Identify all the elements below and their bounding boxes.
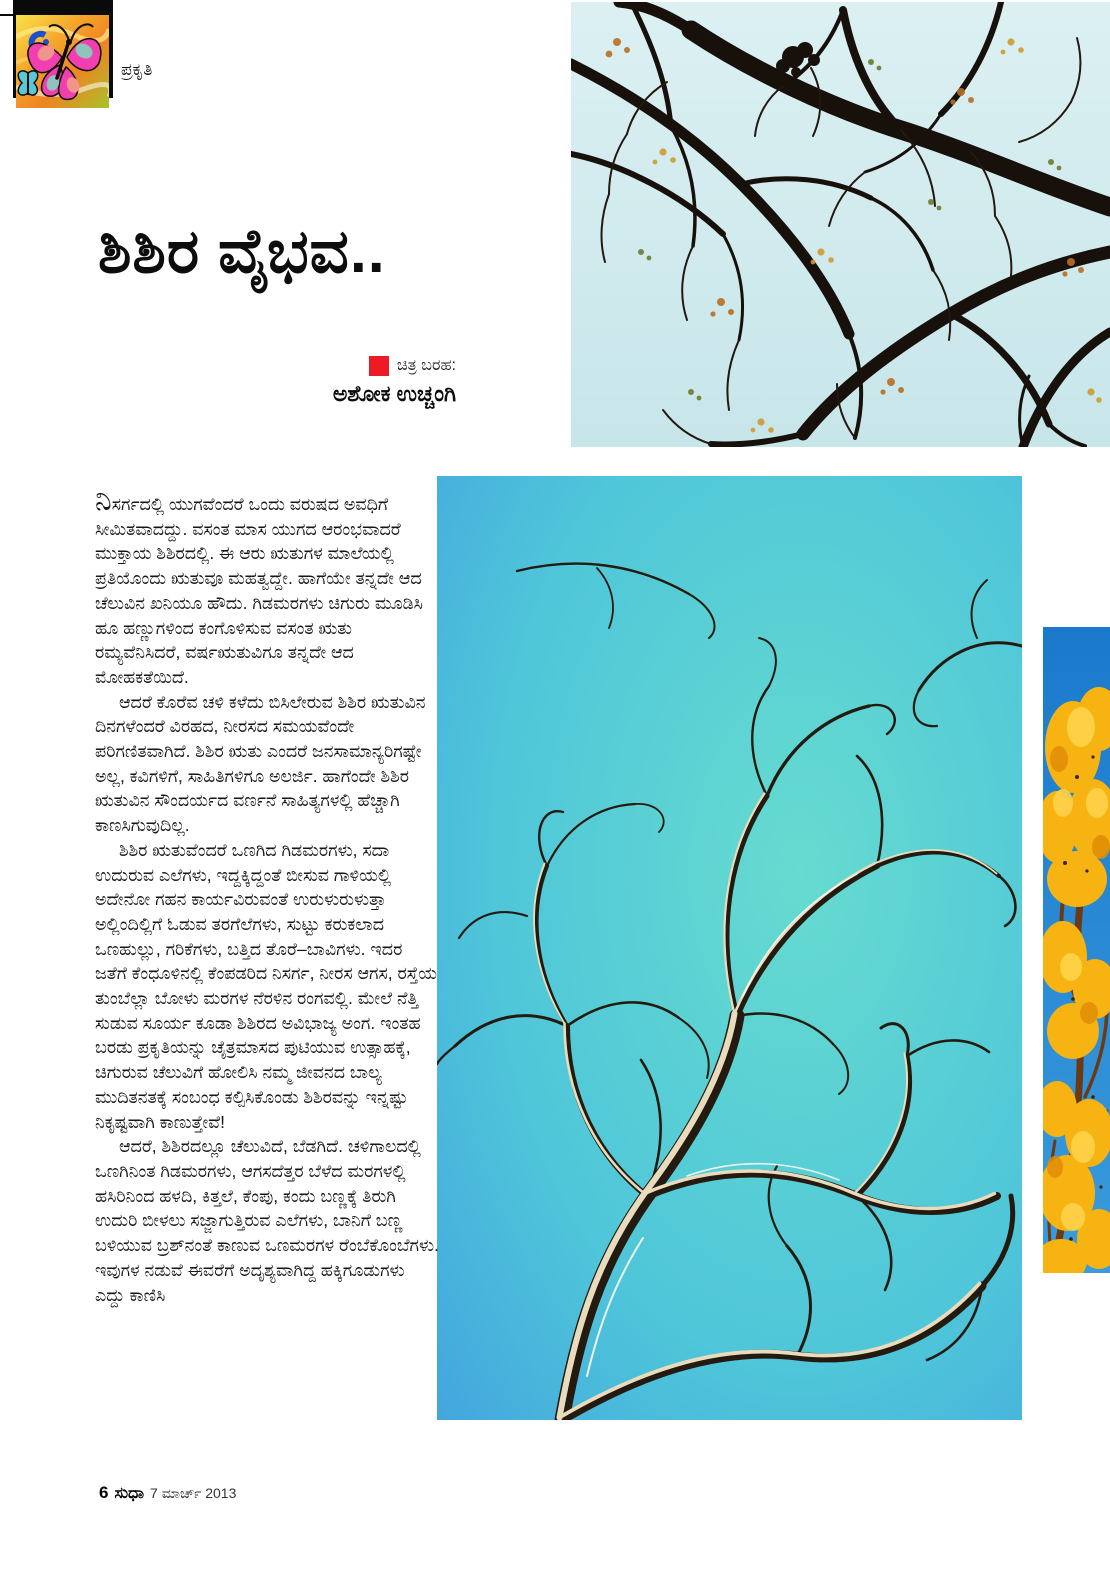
page-footer [99, 1483, 236, 1503]
top-photo-branches-illustration [571, 2, 1110, 447]
paragraph-4: ಆದರೆ, ಶಿಶಿರದಲ್ಲೂ ಚೆಲುವಿದೆ, ಬೆಡಗಿದೆ. ಚಳಿಗಾಲದಲ್ಲಿ ಒಣಗಿನಿಂತ ಗಿಡಮರಗಳು, ಆಗಸದೆತ್ತರ ಬೆಳೆದ ಮರಗಳಲ್ಲಿ ಹಸಿರಿನಿಂದ ಹಳದಿ, ಕಿತ್ತಲೆ, ಕೆಂಪು, ಕಂದು ಬಣ್ಣಕ್ಕೆ ತಿರುಗಿ ಉದುರಿ ಬೀಳಲು ಸಜ್ಜಾಗುತ್ತಿರುವ ಎಲೆಗಳು, ಬಾನಿಗೆ ಬಣ್ಣ ಬಳಿಯುವ ಬ್ರಶ್‌ನಂತೆ ಕಾಣುವ ಒಣಮರಗಳ ರೆಂಬೆಕೊಂಬೆಗಳು. ಇವುಗಳ ನಡುವೆ ಈವರೆಗೆ ಅದೃಶ್ಯವಾಗಿದ್ದ ಹಕ್ಕಿಗೂಡುಗಳು ಎದ್ದು ಕಾಣಿಸಿ [95, 1136, 439, 1305]
paragraph-1-text: ಸರ್ಗದಲ್ಲಿ ಯುಗವೆಂದರೆ ಒಂದು ವರುಷದ ಅವಧಿಗೆ ಸೀಮಿತವಾದದ್ದು. ವಸಂತ ಮಾಸ ಯುಗದ ಆರಂಭವಾದರೆ ಮುಕ್ತಾಯ ಶಿಶಿರದಲ್ಲಿ. ಈ ಆರು ಋತುಗಳ ಮಾಲೆಯಲ್ಲಿ ಪ್ರತಿಯೊಂದು ಋತುವೂ ಮಹತ್ವದ್ದೇ. ಹಾಗೆಯೇ ತನ್ನದೇ ಆದ ಚೆಲುವಿನ ಖನಿಯೂ ಹೌದು. ಗಿಡಮರಗಳು ಚಿಗುರು ಮೂಡಿಸಿ ಹೂ ಹಣ್ಣುಗಳಿಂದ ಕಂಗೊಳಿಸುವ ವಸಂತ ಋತು ರಮ್ಯವೆನಿಸಿದರೆ, ವರ್ಷಋತುವಿಗೂ ತನ್ನದೇ ಆದ ಮೋಹಕತೆಯಿದೆ. [95, 494, 423, 687]
drop-initial: ನಿ [95, 484, 112, 517]
issue-date: 7 ಮಾರ್ಚ್ 2013 [150, 1485, 237, 1501]
section-label: ಪ್ರಕೃತಿ [121, 60, 153, 79]
byline-label: ಚಿತ್ರ ಬರಹ: [396, 357, 456, 374]
main-photo-tree-illustration [437, 476, 1022, 1420]
butterfly-logo-icon [16, 15, 109, 108]
byline-author: ಅಶೋಕ ಉಚ್ಚಂಗಿ [332, 381, 456, 406]
byline [240, 356, 456, 407]
top-photo [571, 2, 1110, 447]
page-number: 6 [99, 1483, 109, 1502]
article-body [95, 484, 439, 1307]
main-photo [437, 476, 1022, 1420]
paragraph-1 [95, 484, 439, 690]
side-photo [1043, 627, 1110, 1273]
paragraph-2: ಆದರೆ ಕೊರೆವ ಚಳಿ ಕಳೆದು ಬಿಸಿಲೇರುವ ಶಿಶಿರ ಋತುವಿನ ದಿನಗಳೆಂದರೆ ವಿರಹದ, ನೀರಸದ ಸಮಯವೆಂದೇ ಪರಿಗಣಿತವಾಗಿದೆ. ಶಿಶಿರ ಋತು ಎಂದರೆ ಜನಸಾಮಾನ್ಯರಿಗಷ್ಟೇ ಅಲ್ಲ, ಕವಿಗಳಿಗೆ, ಸಾಹಿತಿಗಳಿಗೂ ಅಲರ್ಜಿ. ಹಾಗೆಂದೇ ಶಿಶಿರ ಋತುವಿನ ಸೌಂದರ್ಯದ ವರ್ಣನೆ ಸಾಹಿತ್ಯಗಳಲ್ಲಿ ಹೆಚ್ಚಾಗಿ ಕಾಣಸಿಗುವುದಿಲ್ಲ. [95, 691, 426, 836]
magazine-name: ಸುಧಾ [114, 1485, 145, 1502]
page-title: ಶಿಶಿರ ವೈಭವ.. [98, 217, 386, 285]
paragraph-3: ಶಿಶಿರ ಋತುವೆಂದರೆ ಒಣಗಿದ ಗಿಡಮರಗಳು, ಸದಾ ಉದುರುವ ಎಲೆಗಳು, ಇದ್ದಕ್ಕಿದ್ದಂತೆ ಬೀಸುವ ಗಾಳಿಯಲ್ಲಿ ಅದೇನೋ ಗಹನ ಕಾರ್ಯವಿರುವಂತೆ ಉರುಳುರುಳುತ್ತಾ ಅಲ್ಲಿಂದಿಲ್ಲಿಗೆ ಓಡುವ ತರಗೆಲೆಗಳು, ಸುಟ್ಟು ಕರುಕಲಾದ ಒಣಹುಲ್ಲು, ಗರಿಕೆಗಳು, ಬತ್ತಿದ ತೊರೆ–ಬಾವಿಗಳು. ಇದರ ಜತೆಗೆ ಕೆಂಧೂಳಿನಲ್ಲಿ ಕೆಂಪಡರಿದ ನಿಸರ್ಗ, ನೀರಸ ಆಗಸ, ರಸ್ತೆಯ ತುಂಬೆಲ್ಲಾ ಬೋಳು ಮರಗಳ ನೆರಳಿನ ರಂಗವಲ್ಲಿ. ಮೇಲೆ ನೆತ್ತಿ ಸುಡುವ ಸೂರ್ಯ ಕೂಡಾ ಶಿಶಿರದ ಅವಿಭಾಜ್ಯ ಅಂಗ. ಇಂತಹ ಬರಡು ಪ್ರಕೃತಿಯನ್ನು ಚೈತ್ರಮಾಸದ ಪುಟಿಯುವ ಉತ್ಸಾಹಕ್ಕೆ, ಚಿಗುರುವ ಚೆಲುವಿಗೆ ಹೋಲಿಸಿ ನಮ್ಮ ಜೀವನದ ಬಾಲ್ಯ ಮುದಿತನತಕ್ಕೆ ಸಂಬಂಧ ಕಲ್ಪಿಸಿಕೊಂಡು ಶಿಶಿರವನ್ನು ಇನ್ನಷ್ಟು ನಿಕೃಷ್ಟವಾಗಿ ಕಾಣುತ್ತೇವೆ! [95, 839, 437, 1132]
side-photo-blossom-illustration [1043, 627, 1110, 1273]
red-square-bullet-icon [369, 356, 389, 376]
magazine-logo [0, 0, 120, 115]
